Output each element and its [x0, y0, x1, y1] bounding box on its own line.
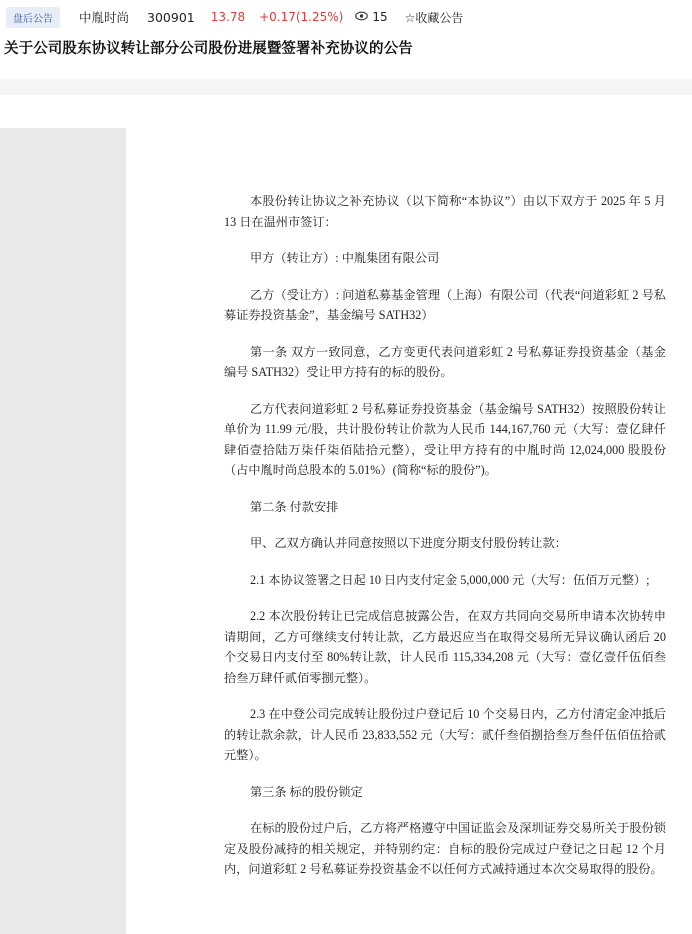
- doc-paragraph: 乙方代表问道彩虹 2 号私募证券投资基金（基金编号 SATH32）按照股份转让单价为 11.99 元/股，共计股份转让价款为人民币 144,167,760 元（大写：壹亿肆仟肆佰壹拾陆万柒仟柒佰陆拾元整），受让甲方持有的中胤时尚 12,024,000 股股份（占中胤时尚总股本的 5.01%）(简称“标的股份”)。: [224, 401, 666, 477]
- view-count: [355, 10, 387, 24]
- page-title: 关于公司股东协议转让部分公司股份进展暨签署补充协议的公告: [4, 41, 413, 57]
- document-body: [224, 191, 666, 896]
- doc-paragraph: 2.2 本次股份转让已完成信息披露公告，在双方共同向交易所申请本次协转申请期间，乙方可继续支付转让款，乙方最迟应当在取得交易所无异议确认函后 20 个交易日内支付至 80%转让款，计人民币 115,334,208 元（大写：壹亿壹仟伍佰叁拾叁万肆仟贰佰零捌元整）。: [224, 609, 666, 685]
- doc-paragraph: 甲方（转让方）: 中胤集团有限公司: [250, 251, 440, 265]
- doc-paragraph: 第一条 双方一致同意，乙方变更代表问道彩虹 2 号私募证券投资基金（基金编号 SATH32）受让甲方持有的标的股份。: [224, 344, 666, 379]
- doc-paragraph: 本股份转让协议之补充协议（以下简称“本协议”）由以下双方于 2025 年 5 月 13 日在温州市签订：: [224, 194, 666, 229]
- stock-header-bar: [0, 0, 692, 34]
- divider-strip: [0, 79, 692, 95]
- after-hours-badge: 盘后公告: [6, 7, 60, 28]
- favorite-announcement-button[interactable]: [405, 9, 464, 26]
- stock-code: 300901: [147, 9, 195, 25]
- stock-name[interactable]: 中胤时尚: [79, 10, 130, 25]
- doc-paragraph: 在标的股份过户后，乙方将严格遵守中国证监会及深圳证券交易所关于股份锁定及股份减持的相关规定，并特别约定：自标的股份完成过户登记之日起 12 个月内，问道彩虹 2 号私募证券投资基金不以任何方式减持通过本次交易取得的股份。: [224, 821, 666, 876]
- doc-paragraph: 乙方（受让方）: 问道私募基金管理（上海）有限公司（代表“问道彩虹 2 号私募证券投资基金”，基金编号 SATH32）: [224, 287, 666, 322]
- favorite-label: ☆收藏公告: [404, 10, 464, 25]
- stock-price: 13.78: [210, 10, 246, 24]
- doc-section-heading: 第二条 付款安排: [250, 499, 339, 514]
- announcement-document: [126, 128, 692, 934]
- doc-paragraph: 2.1 本协议签署之日起 10 日内支付定金 5,000,000 元（大写：伍佰万元整）;: [250, 572, 650, 587]
- eye-icon: [355, 10, 368, 24]
- doc-section-heading: 第三条 标的股份锁定: [250, 784, 363, 799]
- document-left-margin: [0, 128, 126, 934]
- view-count-value: 15: [372, 10, 388, 24]
- doc-paragraph: 甲、乙双方确认并同意按照以下进度分期支付股份转让款：: [250, 536, 567, 550]
- doc-paragraph: 2.3 在中登公司完成转让股份过户登记后 10 个交易日内，乙方付清定金冲抵后的转让款余款，计人民币 23,833,552 元（大写：贰仟叁佰捌拾叁万叁仟伍佰伍拾贰元整）。: [224, 707, 666, 762]
- stock-change: +0.17(1.25%): [259, 10, 344, 24]
